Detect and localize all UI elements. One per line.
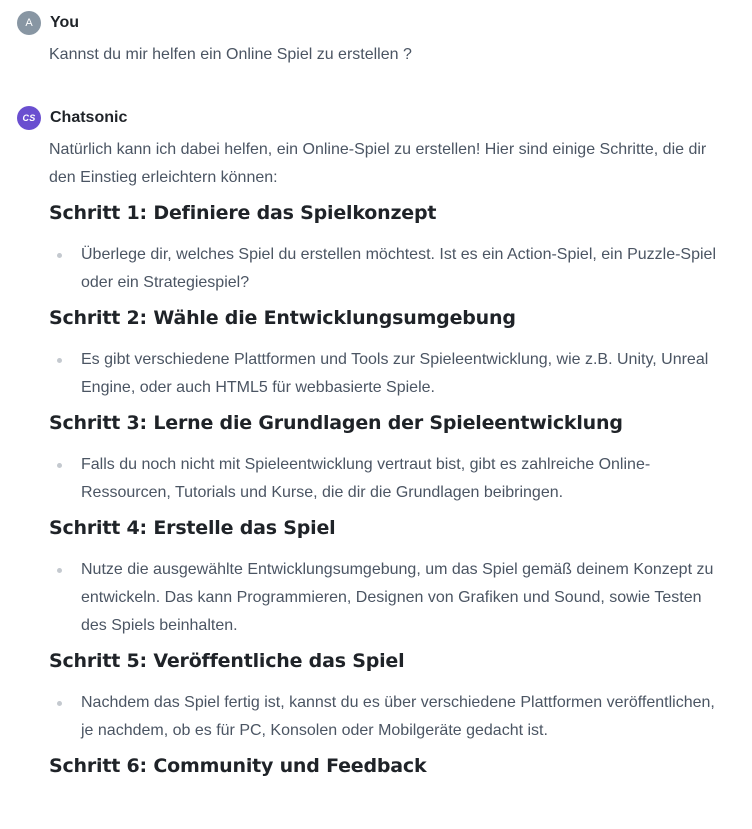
- bullet-icon: [57, 358, 62, 363]
- bot-message-header: [17, 106, 717, 130]
- step-bullet-list: [49, 241, 717, 297]
- steps-container: [49, 200, 717, 779]
- bot-message: [17, 106, 717, 794]
- bot-message-body: [49, 136, 717, 779]
- step-bullet-text: Falls du noch nicht mit Spieleentwicklung vertraut bist, gibt es zahlreiche Online-Ressourcen, Tutorials und Kurse, die dir die Grundlagen beibringen.: [81, 456, 651, 501]
- bullet-icon: [57, 463, 62, 468]
- list-item: [49, 689, 717, 745]
- user-message-body: [49, 41, 717, 69]
- step-heading: Schritt 6: Community und Feedback: [49, 755, 427, 777]
- step-heading: Schritt 2: Wähle die Entwicklungsumgebung: [49, 307, 516, 329]
- list-item: [49, 451, 717, 507]
- chatsonic-avatar-icon: [17, 106, 41, 130]
- step-bullet-list: [49, 346, 717, 402]
- bullet-icon: [57, 253, 62, 258]
- user-author-name: You: [50, 14, 80, 31]
- list-item: [49, 346, 717, 402]
- list-item: [49, 241, 717, 297]
- bullet-icon: [57, 568, 62, 573]
- bullet-icon: [57, 701, 62, 706]
- step-bullet-list: [49, 689, 717, 745]
- user-avatar-letter: A: [25, 17, 33, 29]
- step-bullet-text: Nachdem das Spiel fertig ist, kannst du es über verschiedene Plattformen veröffentlichen, je nachdem, ob es für PC, Konsolen oder Mobilgeräte gedacht ist.: [81, 694, 715, 739]
- step-bullet-list: [49, 451, 717, 507]
- bot-intro-text: Natürlich kann ich dabei helfen, ein Online-Spiel zu erstellen! Hier sind einige Schritte, die dir den Einstieg erleichtern können:: [49, 141, 707, 186]
- step-heading: Schritt 4: Erstelle das Spiel: [49, 517, 336, 539]
- bot-author-name: Chatsonic: [50, 109, 128, 126]
- user-avatar: [17, 11, 41, 35]
- user-message: [17, 11, 717, 69]
- step-bullet-list: [49, 556, 717, 640]
- step-heading: Schritt 1: Definiere das Spielkonzept: [49, 202, 437, 224]
- step-heading: Schritt 5: Veröffentliche das Spiel: [49, 650, 405, 672]
- step-bullet-text: Es gibt verschiedene Plattformen und Tools zur Spieleentwicklung, wie z.B. Unity, Unreal Engine, oder auch HTML5 für webbasierte Spiele.: [81, 351, 709, 396]
- user-message-text: Kannst du mir helfen ein Online Spiel zu erstellen ?: [49, 46, 412, 63]
- step-bullet-text: Überlege dir, welches Spiel du erstellen möchtest. Ist es ein Action-Spiel, ein Puzzle-Spiel oder ein Strategiespiel?: [81, 246, 716, 291]
- step-heading: Schritt 3: Lerne die Grundlagen der Spieleentwicklung: [49, 412, 623, 434]
- step-bullet-text: Nutze die ausgewählte Entwicklungsumgebung, um das Spiel gemäß deinem Konzept zu entwickeln. Das kann Programmieren, Designen von Grafiken und Sound, sowie Testen des Spiels beinhalten.: [81, 561, 714, 634]
- bot-avatar-label: CS: [22, 113, 36, 123]
- list-item: [49, 556, 717, 640]
- user-message-header: [17, 11, 717, 35]
